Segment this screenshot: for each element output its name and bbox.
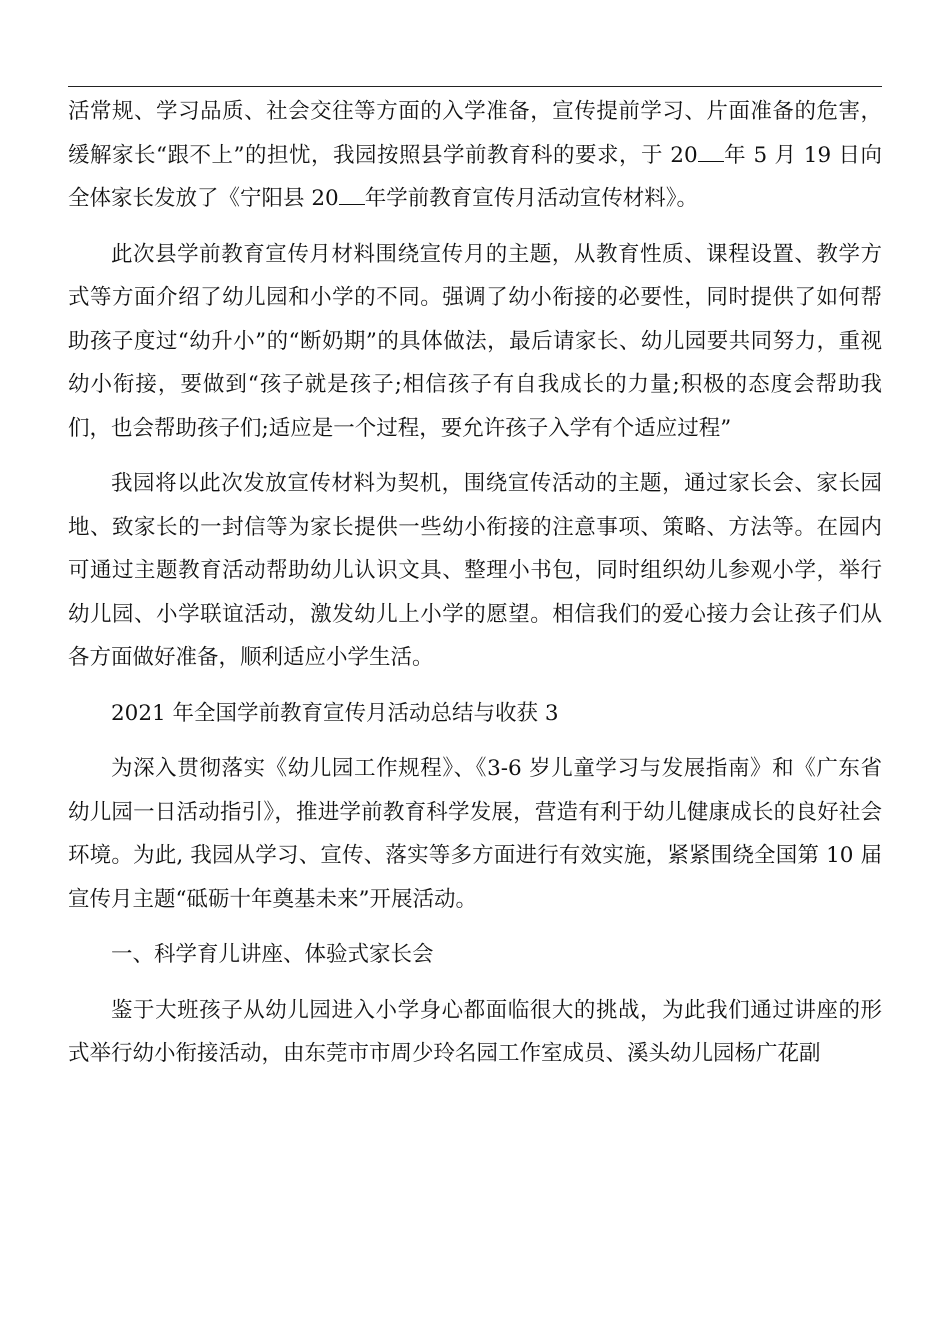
fill-in-blank bbox=[698, 143, 724, 162]
fill-in-blank bbox=[339, 186, 365, 205]
subsection-heading: 一、科学育儿讲座、体验式家长会 bbox=[111, 942, 434, 967]
document-body bbox=[68, 90, 882, 1076]
paragraph-text-part-3: 年学前教育宣传月活动宣传材料》。 bbox=[364, 186, 698, 211]
paragraph-text-part-1: 活常规、学习品质、社会交往等方面的入学准备，宣传提前学习、片面准备的危害，缓解家长“跟不上”的担忧，我园按照县学前教育科的要求，于 20 bbox=[68, 99, 882, 168]
paragraph-implementation: 为深入贯彻落实《幼儿园工作规程》、《3-6 岁儿童学习与发展指南》和《广东省幼儿园一日活动指引》，推进学前教育科学发展，营造有利于幼儿健康成长的良好社会环境。为此, 我园从学习、宣传、落实等多方面进行有效实施，紧紧围绕全国第 10 届宣传月主题“砥砺十年奠基未来”开展活动。 bbox=[68, 756, 882, 912]
paragraph-materials-summary: 此次县学前教育宣传月材料围绕宣传月的主题，从教育性质、课程设置、教学方式等方面介绍了幼儿园和小学的不同。强调了幼小衔接的必要性，同时提供了如何帮助孩子度过“幼升小”的“断奶期”的具体做法，最后请家长、幼儿园要共同努力，重视幼小衔接，要做到“孩子就是孩子;相信孩子有自我成长的力量;积极的态度会帮助我们，也会帮助孩子们;适应是一个过程，要允许孩子入学有个适应过程” bbox=[68, 241, 882, 441]
paragraph-lecture: 鉴于大班孩子从幼儿园进入小学身心都面临很大的挑战，为此我们通过讲座的形式举行幼小衔接活动，由东莞市市周少玲名园工作室成员、溪头幼儿园杨广花副 bbox=[68, 997, 882, 1066]
paragraph-kindergarten-plan: 我园将以此次发放宣传材料为契机，围绕宣传活动的主题，通过家长会、家长园地、致家长的一封信等为家长提供一些幼小衔接的注意事项、策略、方法等。在园内可通过主题教育活动帮助幼儿认识文具、整理小书包，同时组织幼儿参观小学，举行幼儿园、小学联谊活动，激发幼儿上小学的愿望。相信我们的爱心接力会让孩子们从各方面做好准备，顺利适应小学生活。 bbox=[68, 471, 882, 670]
header-rule bbox=[68, 86, 882, 87]
section-heading: 2021 年全国学前教育宣传月活动总结与收获 3 bbox=[111, 700, 559, 726]
paragraph-continuation bbox=[68, 90, 882, 221]
paragraph-text-part-2: 年 5 月 19 日向全体家长发放了《宁阳县 20 bbox=[68, 142, 883, 211]
